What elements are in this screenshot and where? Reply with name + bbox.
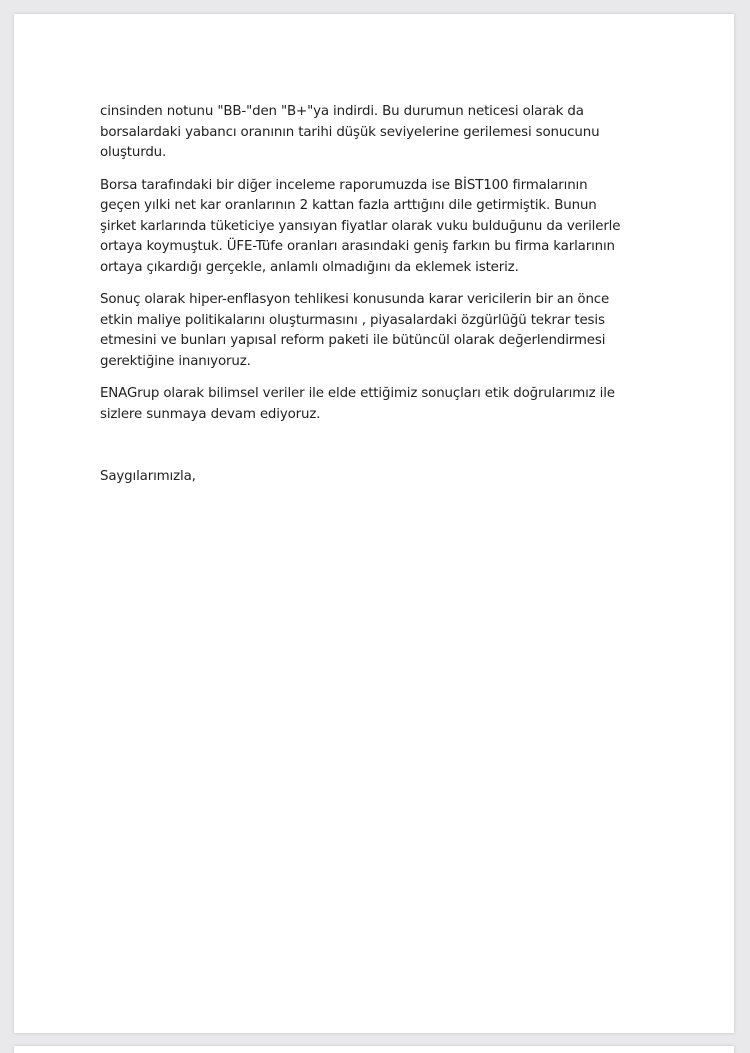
closing-salutation: Saygılarımızla,	[100, 469, 196, 484]
paragraph-bist100-report: Borsa tarafındaki bir diğer inceleme raporumuzda ise BİST100 firmalarının geçen yılki net kar oranlarının 2 kattan fazla arttığını dile getirmiştik. Bunun şirket karlarında tüketiciye yansıyan fiyatlar olarak vuku bulduğunu da verilerle ortaya koymuştuk. ÜFE-Tüfe oranları arasındaki geniş farkın bu firma karlarının ortaya çıkardığı gerçekle, anlamlı olmadığını da eklemek isteriz.	[100, 177, 621, 275]
page-body	[100, 102, 660, 500]
document-page	[14, 14, 734, 1033]
paragraph-conclusion: Sonuç olarak hiper-enflasyon tehlikesi konusunda karar vericilerin bir an önce etkin maliye politikalarını oluşturmasını , piyasalardaki özgürlüğü tekrar tesis etmesini ve bunları yapısal reform paketi ile bütüncül olarak değerlendirmesi gerektiğine inanıyoruz.	[100, 292, 610, 369]
next-page-edge	[14, 1046, 734, 1053]
paragraph-enagrup: ENAGrup olarak bilimsel veriler ile elde ettiğimiz sonuçları etik doğrularımız ile sizlere sunmaya devam ediyoruz.	[100, 386, 615, 422]
paragraph-credit-rating: cinsinden notunu "BB-"den "B+"ya indirdi. Bu durumun neticesi olarak da borsalardaki yabancı oranının tarihi düşük seviyelerine gerilemesi sonucunu oluşturdu.	[100, 104, 600, 160]
